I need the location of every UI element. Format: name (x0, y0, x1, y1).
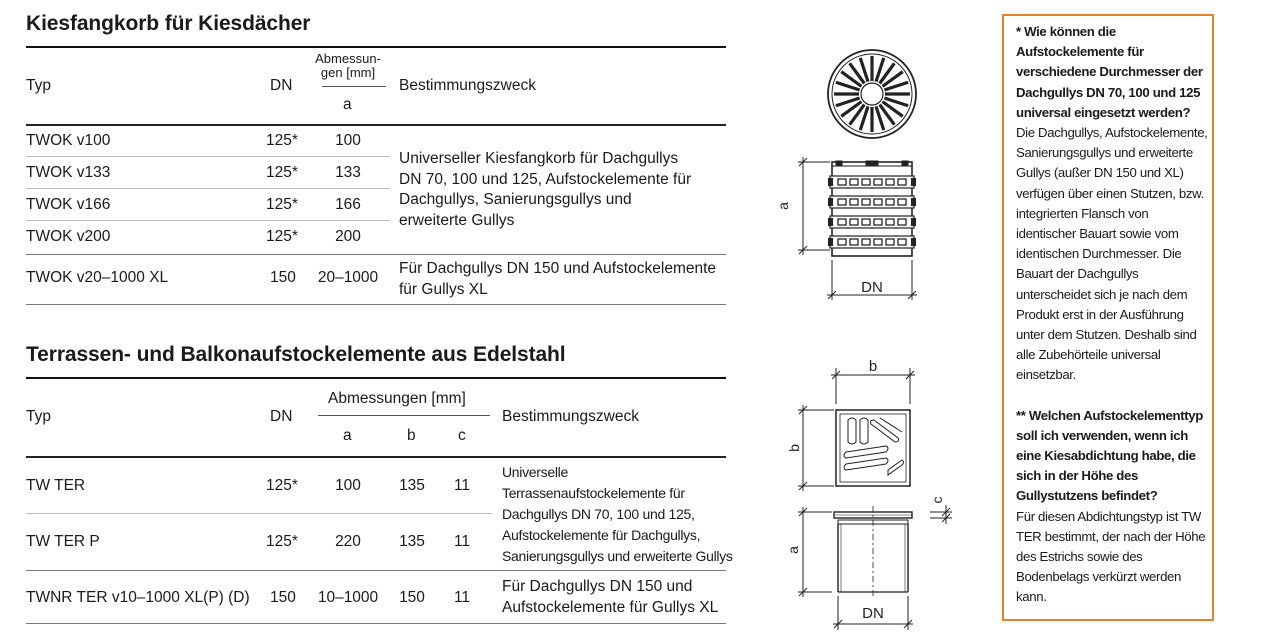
s2-header-b: b (407, 427, 416, 444)
s1-row-divider (26, 220, 390, 221)
s2-row-2-a: 220 (335, 533, 361, 550)
s1-row-4-a: 200 (335, 228, 361, 245)
s1-bottom-rule (26, 304, 726, 305)
s2-row-3-c: 11 (453, 589, 471, 606)
s2-row-2-typ: TW TER P (26, 533, 100, 550)
s1-header-dn: DN (270, 77, 293, 94)
s1-header-a: a (343, 96, 352, 113)
s1-row-1-typ: TWOK v100 (26, 132, 111, 149)
riser-c-label: c (929, 496, 945, 504)
section-1-title: Kiesfangkorb für Kiesdächer (26, 12, 311, 35)
faq-question-1: * Wie können die Aufstockelemente für verschiedene Durchmesser der Dachgullys DN 70, 100 und 125 universal eingesetzt werden? (1016, 24, 1203, 120)
s1-row-5-dn: 150 (270, 269, 296, 286)
s2-row-1-b: 135 (399, 477, 425, 494)
s1-row-3-typ: TWOK v166 (26, 196, 111, 213)
s2-row-1-typ: TW TER (26, 477, 86, 494)
s2-row-2-b: 135 (399, 533, 425, 550)
s1-row-divider (26, 188, 390, 189)
s1-zweck-xl: Für Dachgullys DN 150 und Aufstockelemente für Gullys XL (399, 260, 717, 298)
s2-header-rule (26, 456, 726, 458)
s2-header-dn: DN (270, 408, 293, 425)
faq-answer-1: Die Dachgullys, Aufstockelemente, Sanierungsgullys und erweiterte Gullys (außer DN 150 und XL) verfügen über einen Stutzen, bzw. integrierten Flansch von identischer Bauart sowie vom identischen Durchmesser. Die Bauart der Dachgullys unterscheidet sich je nach dem Produkt erst in der Ausführung unter dem Stutzen. Deshalb sind alle Zubehörteile universal einsetzbar. (1016, 125, 1208, 383)
s1-header-abm-rule (322, 86, 386, 87)
basket-a-dimension (798, 157, 830, 255)
s2-row-3-a: 10–1000 (317, 589, 379, 606)
riser-side-view-icon (834, 506, 912, 598)
grate-b-side-label: b (786, 444, 802, 452)
s2-zweck-xl: Für Dachgullys DN 150 und Aufstockelemente für Gullys XL (502, 578, 719, 616)
s1-row-4-dn: 125* (266, 228, 298, 245)
riser-a-dimension (798, 507, 832, 597)
faq-answer-2: Für diesen Abdichtungstyp ist TW TER bestimmt, der nach der Höhe des Estrichs sowie des Bodenbelags verkürzt werden kann. (1016, 508, 1206, 605)
s1-header-rule (26, 124, 726, 126)
s1-header-typ: Typ (26, 77, 51, 94)
s2-row-1-dn: 125* (266, 477, 298, 494)
basket-a-label: a (775, 202, 791, 210)
s1-row-1-dn: 125* (266, 132, 298, 149)
s1-header-abm-line2: gen [mm] (320, 65, 376, 80)
s2-header-c: c (458, 427, 466, 444)
s2-row-divider (26, 513, 492, 514)
s1-row-2-typ: TWOK v133 (26, 164, 111, 181)
s2-header-abm-rule (318, 415, 490, 416)
s2-row-2-c: 11 (453, 533, 471, 550)
s1-row-1-a: 100 (335, 132, 361, 149)
s1-row-divider (26, 156, 390, 157)
s2-header-abm: Abmessungen [mm] (328, 390, 466, 407)
s2-header-a: a (343, 427, 352, 444)
s1-xl-rule (26, 254, 726, 255)
s1-header-abm-line1: Abmessun- (315, 51, 381, 66)
riser-dn-label: DN (862, 605, 884, 622)
grate-b-top-label: b (868, 358, 878, 375)
s1-row-4-typ: TWOK v200 (26, 228, 111, 245)
riser-a-label: a (785, 546, 801, 554)
grate-top-view-icon (836, 410, 910, 486)
s2-xl-rule (26, 570, 726, 571)
section-2-top-rule (26, 377, 726, 379)
section-2-title: Terrassen- und Balkonaufstockelemente aus Edelstahl (26, 343, 566, 366)
s1-zweck-group: Universeller Kiesfangkorb für Dachgullys DN 70, 100 und 125, Aufstockelemente für Dachgullys, Sanierungsgullys und erweiterte Gullys (399, 150, 692, 229)
s2-header-zweck: Bestimmungszweck (502, 408, 639, 425)
basket-top-view-icon (828, 50, 916, 138)
s1-row-3-dn: 125* (266, 196, 298, 213)
basket-dn-label: DN (861, 279, 883, 296)
s2-row-2-dn: 125* (266, 533, 298, 550)
s2-row-1-a: 100 (335, 477, 361, 494)
faq-question-2: ** Welchen Aufstockelementtyp soll ich verwenden, wenn ich eine Kiesabdichtung habe, die sich in der Höhe des Gullystutzens befindet? (1016, 407, 1203, 504)
s1-row-5-a: 20–1000 (317, 269, 379, 286)
s2-row-1-c: 11 (453, 477, 471, 494)
s2-row-3-b: 150 (399, 589, 425, 606)
s2-bottom-rule (26, 623, 726, 624)
s1-header-zweck: Bestimmungszweck (399, 77, 536, 94)
s1-row-3-a: 166 (335, 196, 361, 213)
s2-row-3-typ: TWNR TER v10–1000 XL(P) (D) (26, 589, 250, 606)
basket-side-view-icon (828, 161, 916, 256)
grate-b-side-dimension (798, 405, 834, 491)
section-1-top-rule (26, 46, 726, 48)
s2-zweck-group: Universelle Terrassenaufstockelemente für Dachgullys DN 70, 100 und 125, Aufstockelemente für Dachgullys, Sanierungsgullys und erweiterte Gullys (502, 464, 733, 564)
s2-row-3-dn: 150 (270, 589, 296, 606)
s2-header-typ: Typ (26, 408, 51, 425)
s1-header-abm (310, 52, 386, 80)
faq-sidebar-text (1016, 22, 1208, 608)
technical-drawings (760, 0, 990, 636)
riser-c-dimension (930, 505, 952, 524)
s1-row-2-dn: 125* (266, 164, 298, 181)
s1-row-5-typ: TWOK v20–1000 XL (26, 269, 169, 286)
s1-row-2-a: 133 (335, 164, 361, 181)
